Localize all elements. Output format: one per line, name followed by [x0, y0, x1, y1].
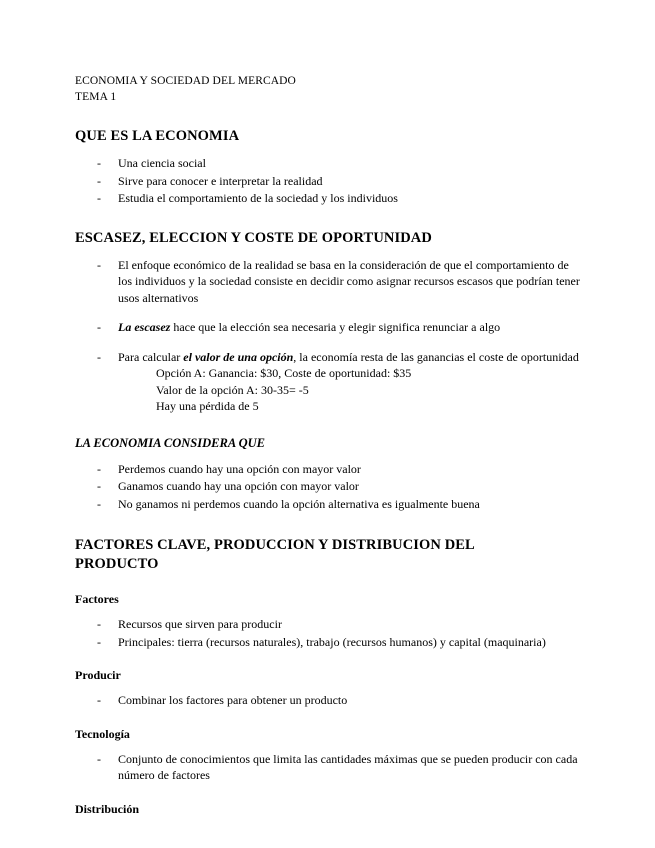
list-item-text: No ganamos ni perdemos cuando la opción alternativa es igualmente buena	[118, 496, 480, 511]
group-heading-factores: Factores	[75, 592, 119, 606]
header-topic: TEMA 1	[75, 90, 117, 103]
dash-marker: -	[97, 693, 101, 707]
list-item-text: Una ciencia social	[118, 156, 206, 170]
list-item	[75, 692, 580, 709]
dash-marker: -	[97, 349, 101, 364]
dash-marker: -	[97, 634, 101, 649]
bullet-list-tecnologia	[75, 751, 580, 784]
list-item-text: Ganamos cuando hay una opción con mayor valor	[118, 479, 359, 493]
dash-marker: -	[97, 496, 101, 511]
list-item-text: Combinar los factores para obtener un producto	[118, 693, 348, 707]
dash-marker: -	[97, 461, 101, 476]
list-item-text: Recursos que sirven para producir	[118, 617, 282, 631]
dash-marker: -	[97, 617, 101, 631]
bullet-list-producir	[75, 692, 580, 709]
list-item	[75, 461, 580, 478]
list-item	[75, 173, 580, 190]
list-item	[75, 478, 580, 495]
header-course-title: ECONOMIA Y SOCIEDAD DEL MERCADO	[75, 75, 296, 87]
subsection-heading-la-economia-considera-que: LA ECONOMIA CONSIDERA QUE	[75, 435, 265, 450]
list-item-text: Conjunto de conocimientos que limita las cantidades máximas que se pueden producir con cada número de factores	[118, 751, 578, 782]
dash-marker: -	[97, 156, 101, 170]
list-item-valor-opcion	[75, 349, 580, 415]
dash-marker: -	[97, 173, 101, 188]
emphasis-la-escasez: La escasez	[118, 320, 171, 334]
list-item-escasez	[75, 319, 580, 336]
dash-marker: -	[97, 191, 101, 205]
dash-marker: -	[97, 751, 101, 766]
list-item	[75, 751, 580, 784]
group-heading-producir: Producir	[75, 668, 121, 682]
list-item-text-pre: Para calcular	[118, 349, 184, 364]
emphasis-valor-de-una-opcion: el valor de una opción	[183, 349, 294, 364]
list-item-text: Principales: tierra (recursos naturales), trabajo (recursos humanos) y capital (maquinaria)	[118, 634, 546, 649]
section-heading-factores-clave	[75, 536, 580, 574]
document-header	[75, 74, 580, 105]
bullet-list-la-economia-considera-que	[75, 461, 580, 513]
list-item-text-post: , la economía resta de las ganancias el coste de oportunidad	[293, 349, 579, 364]
list-item	[75, 496, 580, 513]
group-heading-tecnologia: Tecnología	[75, 726, 130, 741]
list-item	[75, 257, 580, 307]
list-item	[75, 616, 580, 633]
calculation-line: Opción A: Ganancia: $30, Coste de oportunidad: $35	[156, 366, 412, 380]
section-heading-line1: FACTORES CLAVE, PRODUCCION Y DISTRIBUCION DEL	[75, 537, 475, 553]
list-item-text: Sirve para conocer e interpretar la realidad	[118, 173, 323, 188]
bullet-list-factores	[75, 616, 580, 650]
section-heading-escasez-eleccion-coste: ESCASEZ, ELECCION Y COSTE DE OPORTUNIDAD	[75, 229, 432, 246]
dash-marker: -	[97, 320, 101, 334]
list-item-text: Perdemos cuando hay una opción con mayor valor	[118, 461, 361, 476]
list-item	[75, 155, 580, 172]
list-item-text: El enfoque económico de la realidad se basa en la consideración de que el comportamiento de los individuos y la sociedad consiste en decidir como asignar recursos escasos que podrían tener usos alternativos	[118, 257, 580, 305]
list-item-text: hace que la elección sea necesaria y elegir significa renunciar a algo	[170, 320, 501, 334]
bullet-list-escasez	[75, 257, 580, 415]
bullet-list-que-es-la-economia	[75, 155, 580, 207]
section-heading-line2: PRODUCTO	[75, 556, 159, 572]
group-heading-distribucion: Distribución	[75, 801, 140, 816]
section-heading-que-es-la-economia: QUE ES LA ECONOMIA	[75, 128, 240, 144]
dash-marker: -	[97, 257, 101, 272]
calculation-line: Hay una pérdida de 5	[156, 399, 259, 413]
calculation-block	[156, 365, 580, 415]
calculation-line: Valor de la opción A: 30-35= -5	[156, 382, 309, 397]
list-item-text: Estudia el comportamiento de la sociedad y los individuos	[118, 191, 398, 205]
list-item	[75, 634, 580, 651]
dash-marker: -	[97, 479, 101, 493]
list-item	[75, 190, 580, 207]
